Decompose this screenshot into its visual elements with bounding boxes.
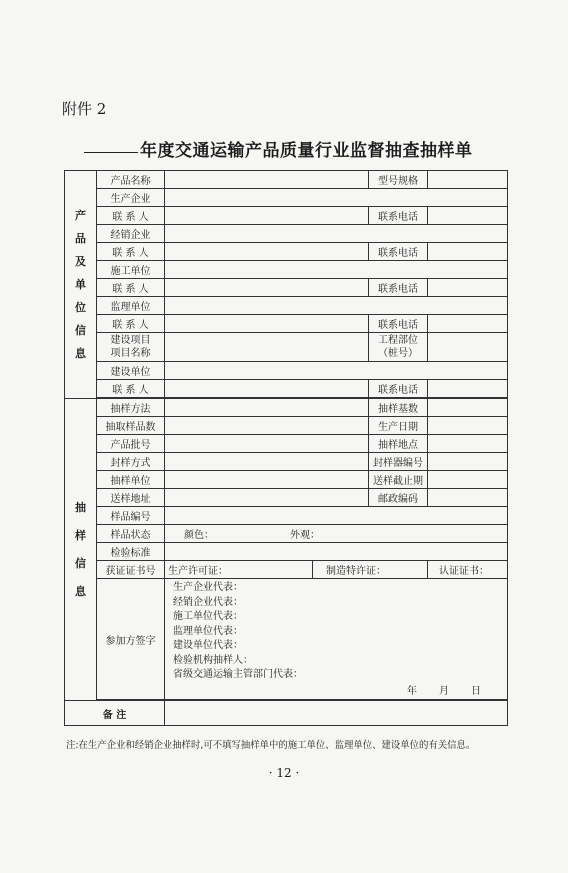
table-row <box>65 453 508 471</box>
signatory-supervision: 监理单位代表： <box>173 625 243 637</box>
section-label-char: 及 <box>75 255 86 268</box>
field-remarks[interactable] <box>165 701 508 726</box>
field-phone-distributor[interactable] <box>428 243 508 261</box>
field-deadline[interactable] <box>428 471 508 489</box>
label-construction-unit: 施工单位 <box>97 261 165 279</box>
label-sealer-no: 封样器编号 <box>369 453 428 471</box>
field-supervision-unit[interactable] <box>165 297 508 315</box>
table-row <box>65 525 508 543</box>
table-row <box>65 171 508 189</box>
label-sampling-method: 抽样方法 <box>97 399 165 417</box>
label-signature: 参加方签字 <box>97 579 165 700</box>
signatory-inspector: 检验机构抽样人： <box>173 654 253 666</box>
label-appearance: 外观： <box>290 530 320 541</box>
label-model-spec: 型号规格 <box>369 171 428 189</box>
label-sample-state: 样品状态 <box>97 525 165 543</box>
table-row <box>65 207 508 225</box>
label-phone-manufacturer: 联系电话 <box>369 207 428 225</box>
field-certification[interactable] <box>428 561 508 579</box>
field-project-name[interactable] <box>165 333 369 362</box>
table-row <box>65 243 508 261</box>
label-project-part-line2: （桩号） <box>378 348 418 359</box>
label-remarks: 备 注 <box>65 701 165 726</box>
label-certification: 认证证书： <box>439 566 489 577</box>
field-special-license[interactable] <box>313 561 428 579</box>
table-row <box>65 579 508 700</box>
field-build-unit[interactable] <box>165 362 508 380</box>
table-row <box>65 701 508 726</box>
label-project-part-line1: 工程部位 <box>378 335 418 346</box>
page-number: · 12 · <box>268 766 300 780</box>
table-row <box>65 333 508 362</box>
label-contact-supervision: 联 系 人 <box>97 315 165 333</box>
label-contact-distributor: 联 系 人 <box>97 243 165 261</box>
field-sample-qty[interactable] <box>165 417 369 435</box>
section-label-char: 信 <box>75 556 86 570</box>
table-row <box>65 380 508 398</box>
field-contact-supervision[interactable] <box>165 315 369 333</box>
section-label-char: 位 <box>75 301 86 314</box>
section-label-char: 信 <box>75 324 86 337</box>
label-phone-distributor: 联系电话 <box>369 243 428 261</box>
signature-date <box>173 685 507 700</box>
table-row <box>65 261 508 279</box>
label-seal-method: 封样方式 <box>97 453 165 471</box>
date-month: 月 <box>439 685 449 697</box>
section-label-char: 产 <box>75 209 86 222</box>
table-row <box>65 507 508 525</box>
label-phone-build: 联系电话 <box>369 380 428 398</box>
label-test-standard: 检验标准 <box>97 543 165 561</box>
label-sampling-base: 抽样基数 <box>369 399 428 417</box>
table-row <box>65 471 508 489</box>
label-distributor: 经销企业 <box>97 225 165 243</box>
form-title-text: 年度交通运输产品质量行业监督抽查抽样单 <box>140 141 473 161</box>
label-postcode: 邮政编码 <box>369 489 428 507</box>
table-row <box>65 362 508 380</box>
label-project-part <box>369 333 428 362</box>
field-manufacturer[interactable] <box>165 189 508 207</box>
field-postcode[interactable] <box>428 489 508 507</box>
attachment-label: 附件 2 <box>62 100 107 118</box>
table-row <box>65 225 508 243</box>
field-sampling-unit[interactable] <box>165 471 369 489</box>
label-sample-no: 样品编号 <box>97 507 165 525</box>
label-product-name: 产品名称 <box>97 171 165 189</box>
field-seal-method[interactable] <box>165 453 369 471</box>
field-sample-state[interactable] <box>165 525 508 543</box>
label-build-unit: 建设单位 <box>97 362 165 380</box>
table-row <box>65 435 508 453</box>
table-row <box>65 315 508 333</box>
table-row <box>65 489 508 507</box>
label-contact-manufacturer: 联 系 人 <box>97 207 165 225</box>
field-construction-unit[interactable] <box>165 261 508 279</box>
section-label-char: 息 <box>75 347 86 360</box>
label-send-address: 送样地址 <box>97 489 165 507</box>
signatory-distributor: 经销企业代表： <box>173 596 243 608</box>
field-send-address[interactable] <box>165 489 369 507</box>
date-year: 年 <box>407 685 417 697</box>
section-label-char: 息 <box>75 584 86 598</box>
field-sample-no[interactable] <box>165 507 508 525</box>
signatory-manufacturer: 生产企业代表： <box>173 582 243 593</box>
field-contact-build[interactable] <box>165 380 369 398</box>
label-project-name-line1: 建设项目 <box>110 335 151 346</box>
label-cert-no: 获证证书号 <box>97 561 165 579</box>
table-row <box>65 189 508 207</box>
field-production-date[interactable] <box>428 417 508 435</box>
field-sealer-no[interactable] <box>428 453 508 471</box>
table-row <box>65 417 508 435</box>
label-phone-supervision: 联系电话 <box>369 315 428 333</box>
label-production-date: 生产日期 <box>369 417 428 435</box>
date-day: 日 <box>471 685 481 697</box>
field-project-part[interactable] <box>428 333 508 362</box>
field-model-spec[interactable] <box>428 171 508 189</box>
field-sampling-location[interactable] <box>428 435 508 453</box>
field-product-name[interactable] <box>165 171 369 189</box>
signatory-construction: 施工单位代表： <box>173 611 243 622</box>
footnote: 注:在生产企业和经销企业抽样时,可不填写抽样单中的施工单位、监理单位、建设单位的有关信息。 <box>66 740 476 751</box>
table-row <box>65 279 508 297</box>
field-signatures[interactable] <box>165 579 508 700</box>
field-phone-supervision[interactable] <box>428 315 508 333</box>
label-manufacturer: 生产企业 <box>97 189 165 207</box>
label-contact-build: 联 系 人 <box>97 380 165 398</box>
field-batch-no[interactable] <box>165 435 369 453</box>
field-contact-construction[interactable] <box>165 279 369 297</box>
field-sampling-base[interactable] <box>428 399 508 417</box>
label-sample-qty: 抽取样品数 <box>97 417 165 435</box>
section-product-unit-info-label <box>65 171 97 399</box>
label-batch-no: 产品批号 <box>97 435 165 453</box>
field-contact-manufacturer[interactable] <box>165 207 369 225</box>
sampling-form-table <box>64 170 508 726</box>
label-project-name <box>97 333 165 362</box>
section-label-char: 品 <box>75 232 86 245</box>
field-production-license[interactable] <box>165 561 313 579</box>
year-blank <box>84 152 138 153</box>
label-deadline: 送样截止期 <box>369 471 428 489</box>
form-title <box>84 136 473 161</box>
label-production-license: 生产许可证： <box>168 566 228 577</box>
table-row <box>65 543 508 561</box>
field-sampling-method[interactable] <box>165 399 369 417</box>
label-sampling-unit: 抽样单位 <box>97 471 165 489</box>
section-label-char: 样 <box>75 528 86 542</box>
signatory-provincial-authority: 省级交通运输主管部门代表： <box>173 669 303 680</box>
field-phone-construction[interactable] <box>428 279 508 297</box>
label-supervision-unit: 监理单位 <box>97 297 165 315</box>
field-distributor[interactable] <box>165 225 508 243</box>
label-sampling-location: 抽样地点 <box>369 435 428 453</box>
label-contact-construction: 联 系 人 <box>97 279 165 297</box>
field-phone-build[interactable] <box>428 380 508 398</box>
field-phone-manufacturer[interactable] <box>428 207 508 225</box>
section-label-char: 抽 <box>75 500 86 514</box>
label-color: 颜色： <box>184 530 214 541</box>
field-contact-distributor[interactable] <box>165 243 369 261</box>
label-project-name-line2: 项目名称 <box>110 348 151 359</box>
label-phone-construction: 联系电话 <box>369 279 428 297</box>
table-row <box>65 297 508 315</box>
section-label-char: 单 <box>75 278 86 291</box>
label-special-license: 制造特许证： <box>326 566 386 577</box>
table-row <box>65 561 508 579</box>
table-row <box>65 399 508 417</box>
field-test-standard[interactable] <box>165 543 508 561</box>
signatory-build: 建设单位代表： <box>173 640 243 651</box>
section-sampling-info-label <box>65 399 97 701</box>
